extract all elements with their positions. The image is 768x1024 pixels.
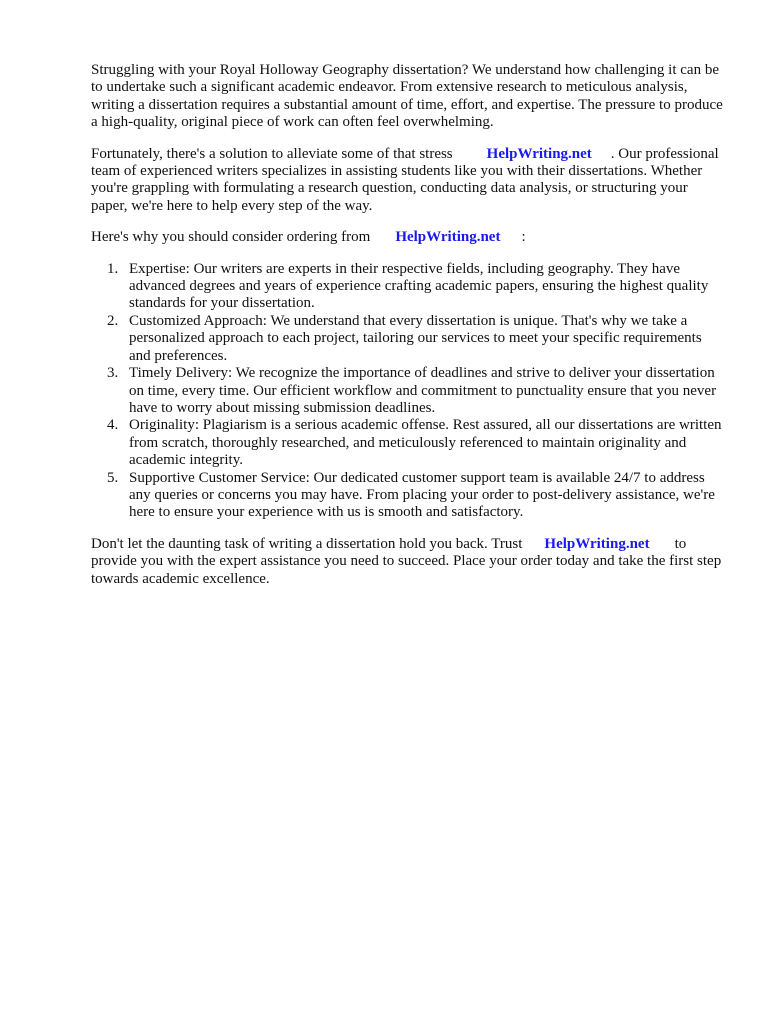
list-item-number: 3. xyxy=(107,365,119,382)
list-item-number: 5. xyxy=(107,469,119,486)
solution-paragraph xyxy=(91,146,723,216)
list-item-number: 2. xyxy=(107,312,119,329)
list-item-text: Timely Delivery: We recognize the importance of deadlines and strive to deliver your dissertation on time, every time. Our efficient workflow and commitment to punctuality ensure that you never have to worry about missing submission deadlines. xyxy=(129,365,717,416)
closing-text-before: Don't let the daunting task of writing a dissertation hold you back. Trust xyxy=(91,535,523,552)
closing-paragraph xyxy=(91,536,723,588)
solution-text-after: . Our professional team of experienced writers specializes in assisting students like you with their dissertations. Whether you're grappling with formulating a research question, conducting data analysis, or structuring your paper, we're here to help every step of the way. xyxy=(91,145,719,214)
list-item xyxy=(91,365,723,417)
list-item-text: Customized Approach: We understand that every dissertation is unique. That's why we take a personalized approach to each project, tailoring our services to meet your specific requirements and preferences. xyxy=(129,312,702,364)
helpwriting-link-2[interactable]: HelpWriting.net xyxy=(395,229,501,246)
list-item-text: Expertise: Our writers are experts in their respective fields, including geography. They have advanced degrees and years of experience crafting academic papers, ensuring the highest quality standards for your dissertation. xyxy=(129,260,709,312)
list-item-text: Supportive Customer Service: Our dedicated customer support team is available 24/7 to address any queries or concerns you may have. From placing your order to post-delivery assistance, we're here to ensure your experience with us is smooth and satisfactory. xyxy=(129,469,715,521)
closing-text-after: to provide you with the expert assistance you need to succeed. Place your order today and take the first step towards academic excellence. xyxy=(91,535,722,587)
solution-text-before: Fortunately, there's a solution to alleviate some of that stress xyxy=(91,145,453,162)
list-item xyxy=(91,261,723,313)
list-item-text: Originality: Plagiarism is a serious academic offense. Rest assured, all our dissertations are written from scratch, thoroughly researched, and meticulously referenced to maintain originality and academic integrity. xyxy=(129,417,722,469)
helpwriting-link-3[interactable]: HelpWriting.net xyxy=(544,535,650,552)
why-paragraph xyxy=(91,229,723,246)
why-text-after: : xyxy=(521,229,526,246)
helpwriting-link-1[interactable]: HelpWriting.net xyxy=(486,145,592,162)
list-item xyxy=(91,313,723,365)
reasons-list xyxy=(91,261,723,522)
list-item xyxy=(91,417,723,469)
why-text-before: Here's why you should consider ordering from xyxy=(91,229,371,246)
list-item-number: 1. xyxy=(107,260,119,277)
intro-paragraph: Struggling with your Royal Holloway Geography dissertation? We understand how challenging it can be to undertake such a significant academic endeavor. From extensive research to meticulous analysis, writing a dissertation requires a substantial amount of time, effort, and expertise. The pressure to produce a high-quality, original piece of work can often feel overwhelming. xyxy=(91,62,723,131)
document-page xyxy=(91,62,723,588)
list-item xyxy=(91,470,723,522)
list-item-number: 4. xyxy=(107,417,119,434)
